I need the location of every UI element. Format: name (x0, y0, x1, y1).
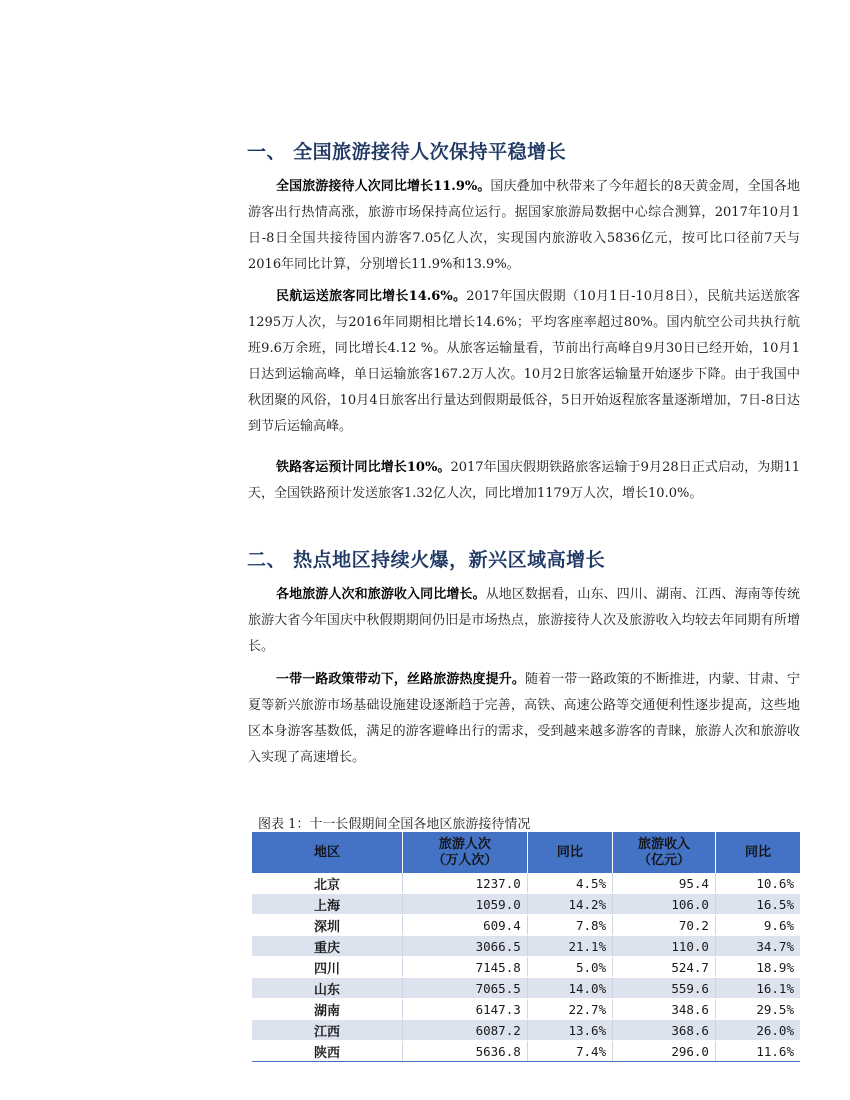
cell-visitors: 7145.8 (403, 957, 528, 978)
paragraph-body: 2017年国庆假期铁路旅客运输于9月28日正式启动，为期11天，全国铁路预计发送旅客1.32亿人次，同比增加1179万人次，增长10.0%。 (248, 460, 800, 501)
header-region (252, 832, 403, 873)
paragraph-body: 国庆叠加中秋带来了今年超长的8天黄金周，全国各地游客出行热情高涨，旅游市场保持高位运行。据国家旅游局数据中心综合测算，2017年10月1日-8日全国共接待国内游客7.05亿人次，实现国内旅游收入5836亿元，按可比口径前7天与2016年同比计算，分别增长11.9%和13.9%。 (248, 179, 800, 272)
cell-revenue: 368.6 (613, 1020, 716, 1041)
paragraph-lead: 各地旅游人次和旅游收入同比增长。 (276, 587, 486, 602)
cell-revenue-yoy: 16.5% (715, 894, 800, 915)
table-row (252, 894, 800, 915)
cell-region: 山东 (252, 978, 403, 999)
cell-visitors: 5636.8 (403, 1041, 528, 1062)
cell-visitors: 1059.0 (403, 894, 528, 915)
cell-revenue-yoy: 26.0% (715, 1020, 800, 1041)
paragraph-body: 2017年国庆假期（10月1日-10月8日），民航共运送旅客1295万人次，与2016年同期相比增长14.6%；平均客座率超过80%。国内航空公司共执行航班9.6万余班，同比增长4.12 %。从旅客运输量看，节前出行高峰自9月30日已经开始，10月1日达到运输高峰，单日运输旅客167.2万人次。10月2日旅客运输量开始逐步下降。由于我国中秋团聚的风俗，10月4日旅客出行量达到假期最低谷，5日开始返程旅客量逐渐增加，7日-8日达到节后运输高峰。 (248, 289, 800, 434)
cell-revenue-yoy: 10.6% (715, 873, 800, 894)
header-unit: （亿元） (638, 852, 691, 868)
cell-revenue: 348.6 (613, 999, 716, 1020)
cell-visitors-yoy: 4.5% (527, 873, 612, 894)
regional-tourism-table (252, 832, 800, 1062)
cell-visitors-yoy: 5.0% (527, 957, 612, 978)
cell-revenue: 559.6 (613, 978, 716, 999)
cell-visitors: 609.4 (403, 915, 528, 936)
cell-revenue: 70.2 (613, 915, 716, 936)
header-line: 旅游人次 (438, 836, 491, 852)
cell-visitors: 6087.2 (403, 1020, 528, 1041)
cell-region: 上海 (252, 894, 403, 915)
cell-visitors-yoy: 13.6% (527, 1020, 612, 1041)
cell-revenue-yoy: 34.7% (715, 936, 800, 957)
table-row (252, 936, 800, 957)
paragraph-body: 随着一带一路政策的不断推进，内蒙、甘肃、宁夏等新兴旅游市场基础设施建设逐渐趋于完善，高铁、高速公路等交通便利性逐步提高，这些地区本身游客基数低，满足的游客避峰出行的需求，受到越来越多游客的青睐，旅游人次和旅游收入实现了高速增长。 (248, 672, 800, 765)
paragraph-lead: 全国旅游接待人次同比增长11.9%。 (276, 179, 491, 194)
header-visitors (403, 832, 528, 873)
header-visitors-yoy (527, 832, 612, 873)
cell-visitors: 7065.5 (403, 978, 528, 999)
cell-revenue: 296.0 (613, 1041, 716, 1062)
paragraph-regional-growth (248, 582, 800, 660)
cell-region: 四川 (252, 957, 403, 978)
table-row (252, 873, 800, 894)
paragraph-belt-and-road (248, 667, 800, 771)
cell-visitors-yoy: 14.2% (527, 894, 612, 915)
paragraph-railway (248, 455, 800, 507)
cell-visitors: 6147.3 (403, 999, 528, 1020)
cell-revenue: 110.0 (613, 936, 716, 957)
header-line: 同比 (556, 844, 583, 860)
table-row (252, 957, 800, 978)
table-row (252, 999, 800, 1020)
table-row (252, 915, 800, 936)
table-row (252, 1020, 800, 1041)
paragraph-lead: 一带一路政策带动下，丝路旅游热度提升。 (276, 672, 525, 687)
cell-region: 江西 (252, 1020, 403, 1041)
cell-visitors-yoy: 14.0% (527, 978, 612, 999)
cell-revenue-yoy: 18.9% (715, 957, 800, 978)
paragraph-civil-aviation (248, 284, 800, 440)
cell-visitors: 1237.0 (403, 873, 528, 894)
header-line: 地区 (313, 844, 340, 860)
cell-revenue-yoy: 16.1% (715, 978, 800, 999)
section-heading-1: 一、 全国旅游接待人次保持平稳增长 (247, 141, 567, 163)
table-caption: 图表 1：十一长假期间全国各地区旅游接待情况 (258, 817, 531, 832)
table-row (252, 978, 800, 999)
cell-revenue: 524.7 (613, 957, 716, 978)
cell-region: 深圳 (252, 915, 403, 936)
cell-revenue-yoy: 29.5% (715, 999, 800, 1020)
cell-region: 北京 (252, 873, 403, 894)
header-unit: （万人次） (432, 852, 498, 868)
header-revenue (613, 832, 716, 873)
table-header-row (252, 832, 800, 873)
cell-visitors-yoy: 21.1% (527, 936, 612, 957)
cell-visitors: 3066.5 (403, 936, 528, 957)
table-row (252, 1041, 800, 1062)
paragraph-lead: 铁路客运预计同比增长10%。 (276, 460, 451, 475)
cell-revenue: 95.4 (613, 873, 716, 894)
cell-revenue: 106.0 (613, 894, 716, 915)
cell-region: 湖南 (252, 999, 403, 1020)
cell-visitors-yoy: 7.4% (527, 1041, 612, 1062)
cell-region: 陕西 (252, 1041, 403, 1062)
paragraph-tourist-reception (248, 174, 800, 278)
paragraph-lead: 民航运送旅客同比增长14.6%。 (276, 289, 467, 304)
cell-revenue-yoy: 11.6% (715, 1041, 800, 1062)
cell-revenue-yoy: 9.6% (715, 915, 800, 936)
cell-visitors-yoy: 7.8% (527, 915, 612, 936)
cell-region: 重庆 (252, 936, 403, 957)
cell-visitors-yoy: 22.7% (527, 999, 612, 1020)
section-heading-2: 二、 热点地区持续火爆，新兴区域高增长 (247, 549, 606, 571)
header-line: 旅游收入 (638, 836, 691, 852)
header-revenue-yoy (715, 832, 800, 873)
paragraph-body: 从地区数据看，山东、四川、湖南、江西、海南等传统旅游大省今年国庆中秋假期期间仍旧是市场热点，旅游接待人次及旅游收入均较去年同期有所增长。 (248, 587, 800, 654)
header-line: 同比 (744, 844, 771, 860)
